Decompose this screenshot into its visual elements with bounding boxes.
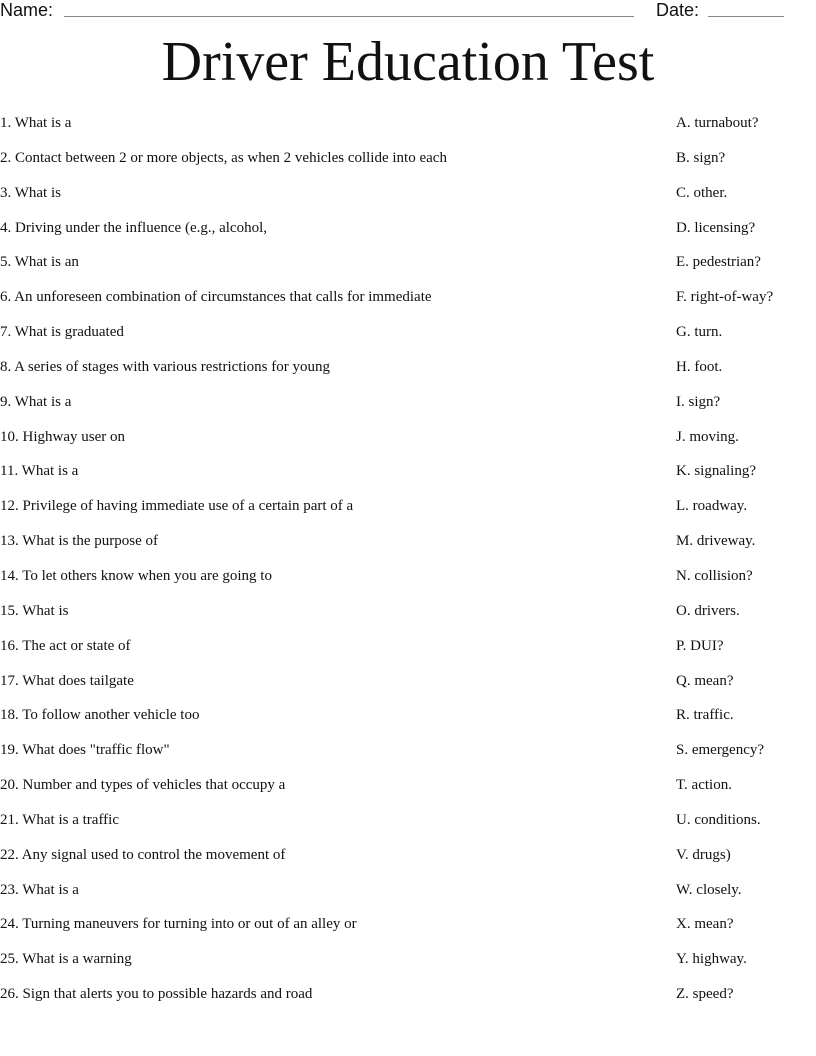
name-blank-line [64, 16, 634, 17]
answer-text: K. signaling? [676, 463, 756, 480]
answer-text: C. other. [676, 184, 728, 201]
answer-text: N. collision? [676, 567, 753, 584]
matching-row [0, 671, 816, 706]
answer-text: V. drugs) [676, 846, 731, 863]
answer-text: O. drivers. [676, 602, 740, 619]
answer-text: R. traffic. [676, 707, 734, 724]
answer-text: Q. mean? [676, 672, 734, 689]
matching-row [0, 287, 816, 322]
answer-text: I. sign? [676, 393, 721, 410]
question-text: 11. What is a [0, 463, 79, 480]
question-text: 7. What is graduated [0, 324, 124, 341]
question-text: 5. What is an [0, 254, 79, 271]
question-text: 25. What is a warning [0, 951, 132, 968]
answer-text: U. conditions. [676, 811, 761, 828]
answer-text: W. closely. [676, 881, 742, 898]
matching-row [0, 566, 816, 601]
answer-text: B. sign? [676, 149, 726, 166]
question-text: 13. What is the purpose of [0, 533, 159, 550]
matching-row [0, 357, 816, 392]
page-title: Driver Education Test [161, 31, 655, 93]
answer-text: Y. highway. [676, 951, 747, 968]
matching-row [0, 113, 816, 148]
answer-text: T. action. [676, 777, 732, 794]
matching-row [0, 914, 816, 949]
matching-row [0, 775, 816, 810]
matching-row [0, 148, 816, 183]
matching-list [0, 113, 816, 1019]
answer-text: G. turn. [676, 324, 723, 341]
answer-text: D. licensing? [676, 219, 756, 236]
answer-text: A. turnabout? [676, 115, 759, 131]
question-text: 17. What does tailgate [0, 672, 134, 689]
matching-row [0, 880, 816, 915]
worksheet-header [0, 0, 816, 24]
name-label: Name: [0, 0, 54, 20]
matching-row [0, 636, 816, 671]
date-label: Date: [656, 0, 700, 20]
question-text: 22. Any signal used to control the movement of [0, 846, 286, 863]
question-text: 19. What does "traffic flow" [0, 742, 170, 759]
matching-row [0, 531, 816, 566]
question-text: 26. Sign that alerts you to possible hazards and road [0, 986, 313, 1003]
matching-row [0, 252, 816, 287]
question-text: 18. To follow another vehicle too [0, 707, 200, 724]
answer-text: J. moving. [676, 428, 739, 445]
question-text: 1. What is a [0, 115, 72, 131]
matching-row [0, 392, 816, 427]
matching-row [0, 740, 816, 775]
answer-text: S. emergency? [676, 742, 765, 759]
matching-row [0, 601, 816, 636]
matching-row [0, 461, 816, 496]
answer-text: H. foot. [676, 358, 723, 375]
question-text: 3. What is [0, 184, 61, 201]
question-text: 9. What is a [0, 393, 72, 410]
question-text: 8. A series of stages with various restrictions for young [0, 358, 330, 375]
matching-row [0, 810, 816, 845]
answer-text: M. driveway. [676, 533, 756, 550]
question-text: 15. What is [0, 602, 69, 619]
answer-text: E. pedestrian? [676, 254, 761, 271]
question-text: 4. Driving under the influence (e.g., alcohol, [0, 219, 267, 236]
question-text: 20. Number and types of vehicles that occupy a [0, 777, 286, 794]
question-text: 21. What is a traffic [0, 811, 119, 828]
answer-text: F. right-of-way? [676, 289, 774, 306]
matching-row [0, 427, 816, 462]
question-text: 12. Privilege of having immediate use of a certain part of a [0, 498, 354, 515]
question-text: 23. What is a [0, 881, 79, 898]
matching-row [0, 183, 816, 218]
matching-row [0, 984, 816, 1019]
matching-row [0, 705, 816, 740]
date-blank-line [708, 16, 784, 17]
answer-text: X. mean? [676, 916, 734, 933]
matching-row [0, 322, 816, 357]
question-text: 24. Turning maneuvers for turning into or out of an alley or [0, 916, 357, 933]
answer-text: P. DUI? [676, 637, 724, 654]
question-text: 14. To let others know when you are going to [0, 567, 272, 584]
matching-row [0, 949, 816, 984]
matching-row [0, 496, 816, 531]
matching-row [0, 218, 816, 253]
answer-text: Z. speed? [676, 986, 734, 1003]
matching-row [0, 845, 816, 880]
question-text: 6. An unforeseen combination of circumstances that calls for immediate [0, 289, 432, 306]
question-text: 2. Contact between 2 or more objects, as when 2 vehicles collide into each [0, 149, 447, 166]
answer-text: L. roadway. [676, 498, 748, 515]
question-text: 16. The act or state of [0, 637, 131, 654]
question-text: 10. Highway user on [0, 428, 125, 445]
